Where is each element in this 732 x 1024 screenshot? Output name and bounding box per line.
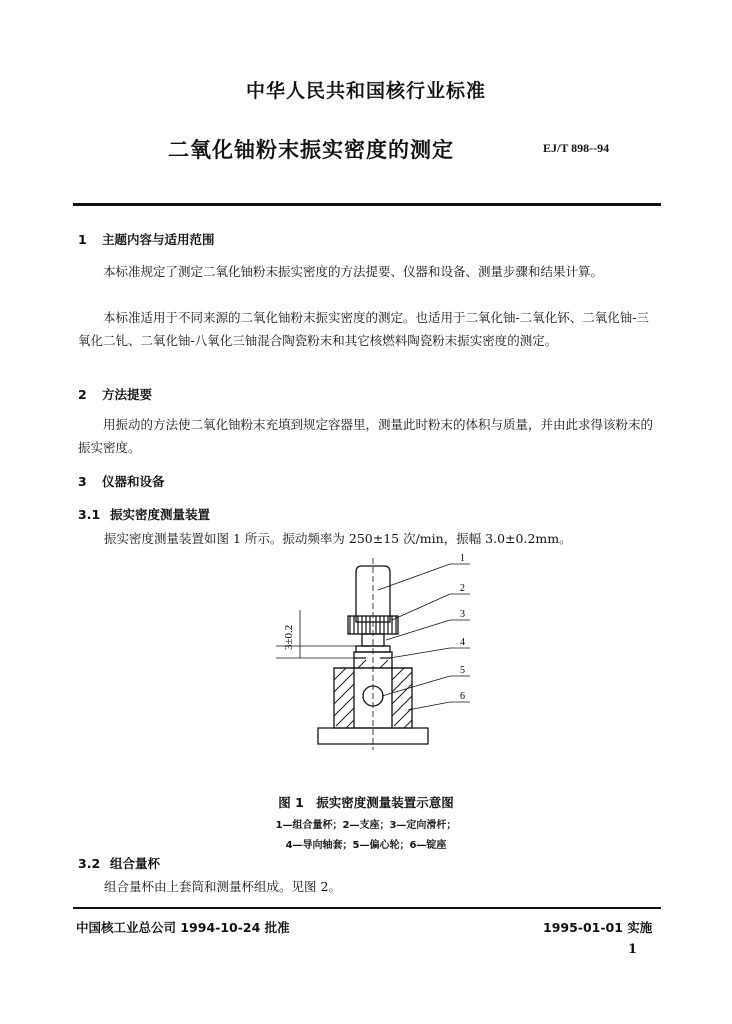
section-number: 3.1 [78,507,101,522]
section-1-heading [78,230,215,248]
section-title: 组合量杯 [110,856,161,871]
section-number: 3 [78,474,87,489]
section-3-1-heading [78,505,210,523]
section-2-paragraph-1: 用振动的方法使二氧化铀粉末充填到规定容器里，测量此时粉末的体积与质量，并由此求得该粉末的振实密度。 [78,417,654,455]
standard-code: EJ/T 898--94 [543,141,610,155]
section-title: 方法提要 [102,387,153,402]
figure-1-caption: 图 1 振实密度测量装置示意图 [278,795,454,810]
standard-organization: 中华人民共和国核行业标准 [245,80,486,102]
section-title: 振实密度测量装置 [110,507,211,522]
section-1-paragraph-2: 本标准适用于不同来源的二氧化铀粉末振实密度的测定。也适用于二氧化铀-二氧化钚、二氧化铀-三氧化二钆、二氧化铀-八氧化三铀混合陶瓷粉末和其它核燃料陶瓷粉末振实密度的测定。 [78,310,649,348]
dimension-label: 3±0.2 [283,624,295,650]
implementation-date: 1995-01-01 实施 [543,920,653,935]
section-3-2-heading [78,854,160,872]
footer-rule [73,907,661,909]
section-title: 主题内容与适用范围 [102,232,215,247]
section-title: 仪器和设备 [102,474,165,489]
section-number: 3.2 [78,856,101,871]
document-title: 二氧化铀粉末振实密度的测定 [168,138,454,162]
section-number: 1 [78,232,87,247]
section-number: 2 [78,387,87,402]
header-rule [73,203,661,206]
approval-statement: 中国核工业总公司 1994-10-24 批准 [76,920,290,935]
callout-2: 2 [460,583,465,594]
figure-1-diagram [270,550,490,760]
callout-1: 1 [460,553,465,564]
section-2-heading [78,385,152,403]
section-1-paragraph-1: 本标准规定了测定二氧化铀粉末振实密度的方法提要、仪器和设备、测量步骤和结果计算。 [103,264,604,279]
section-3-1-text: 振实密度测量装置如图 1 所示。振动频率为 250±15 次/min，振幅 3.0±0.2mm。 [104,531,572,546]
figure-1-legend-line-1: 1—组合量杯；2—支座；3—定向滑杆； [275,820,457,831]
page-number: 1 [628,942,638,957]
callout-6: 6 [460,691,465,702]
section-3-2-text: 组合量杯由上套筒和测量杯组成。见图 2。 [104,879,341,894]
section-3-heading [78,472,165,490]
figure-1-legend-line-2: 4—导向轴套；5—偏心轮；6—锭座 [285,840,447,851]
callout-4: 4 [460,637,465,648]
callout-3: 3 [460,609,465,620]
callout-5: 5 [460,665,465,676]
